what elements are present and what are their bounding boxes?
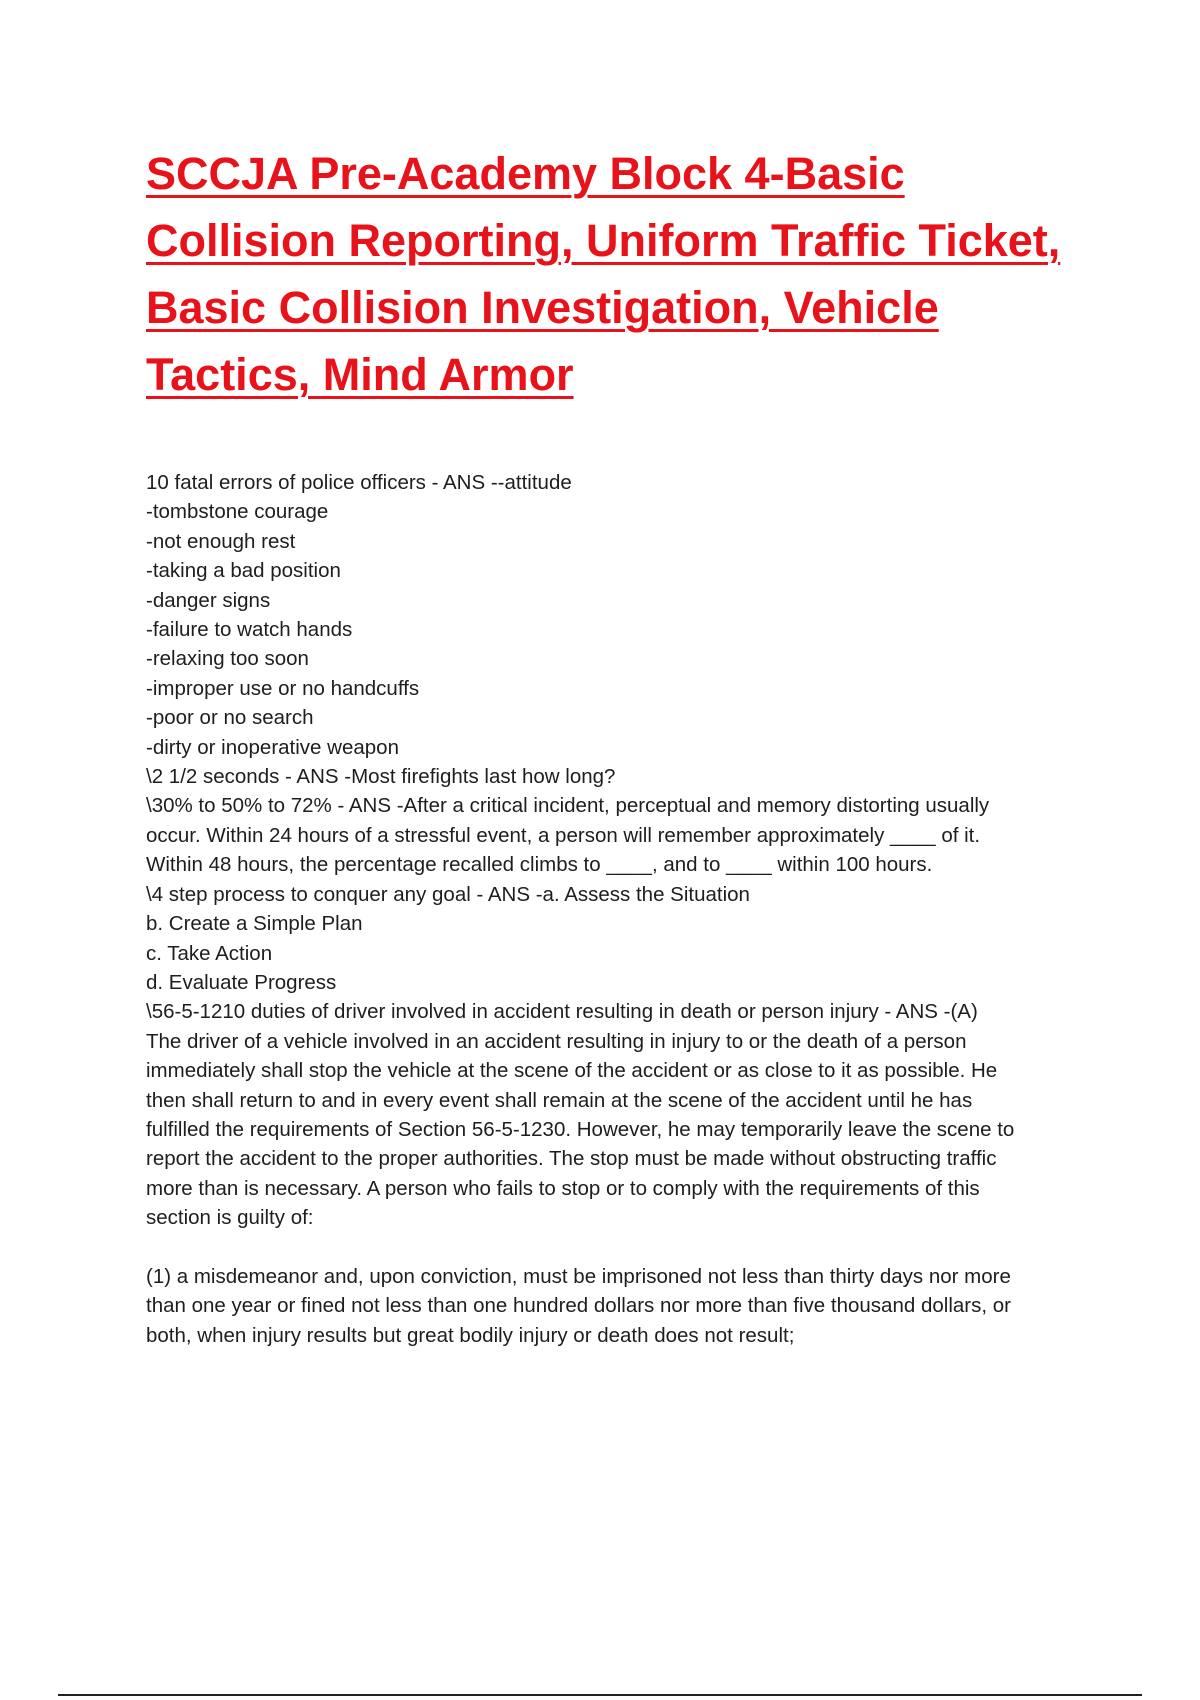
body-line: than one year or fined not less than one hundred dollars nor more than five thousand dollars, or [146,1294,1011,1318]
body-line: \56-5-1210 duties of driver involved in accident resulting in death or person injury - ANS -(A) [146,1000,978,1024]
body-line: \30% to 50% to 72% - ANS -After a critical incident, perceptual and memory distorting usually [146,794,990,818]
body-line: c. Take Action [146,941,273,965]
body-line: -failure to watch hands [146,618,353,642]
paragraph-spacer [146,1233,1096,1262]
body-line: -tombstone courage [146,500,329,524]
body-line: \4 step process to conquer any goal - ANS -a. Assess the Situation [146,882,750,906]
body-line: occur. Within 24 hours of a stressful event, a person will remember approximately ____ of it. [146,823,981,847]
document-body [146,468,1096,1350]
body-line: (1) a misdemeanor and, upon conviction, must be imprisoned not less than thirty days nor more [146,1264,1011,1288]
document-title [146,140,1106,408]
body-line: -poor or no search [146,706,314,730]
title-line-1: SCCJA Pre-Academy Block 4-Basic [146,148,905,199]
body-line: 10 fatal errors of police officers - ANS --attitude [146,471,572,494]
body-line: immediately shall stop the vehicle at the scene of the accident or as close to it as possible. He [146,1059,998,1083]
title-line-3: Basic Collision Investigation, Vehicle [146,282,939,333]
body-line: Within 48 hours, the percentage recalled climbs to ____, and to ____ within 100 hours. [146,853,933,877]
title-line-4: Tactics, Mind Armor [146,349,574,400]
body-line: The driver of a vehicle involved in an accident resulting in injury to or the death of a person [146,1029,967,1053]
body-line: report the accident to the proper authorities. The stop must be made without obstructing traffic [146,1147,997,1171]
body-line: -relaxing too soon [146,647,309,671]
body-line: \2 1/2 seconds - ANS -Most firefights last how long? [146,765,616,789]
body-line: -not enough rest [146,529,296,553]
body-line: then shall return to and in every event shall remain at the scene of the accident until he has [146,1088,973,1112]
title-line-2: Collision Reporting, Uniform Traffic Ticket, [146,215,1061,266]
body-line: more than is necessary. A person who fails to stop or to comply with the requirements of this [146,1176,980,1200]
body-line: b. Create a Simple Plan [146,912,363,936]
body-line: -taking a bad position [146,559,341,583]
page-bottom-rule [58,1694,1142,1696]
body-line: -improper use or no handcuffs [146,676,420,700]
body-line: -dirty or inoperative weapon [146,735,399,759]
body-line: section is guilty of: [146,1206,314,1230]
body-line: fulfilled the requirements of Section 56-5-1230. However, he may temporarily leave the scene to [146,1117,1015,1141]
body-line: both, when injury results but great bodily injury or death does not result; [146,1323,795,1347]
body-line: d. Evaluate Progress [146,970,337,994]
body-line: -danger signs [146,588,271,612]
